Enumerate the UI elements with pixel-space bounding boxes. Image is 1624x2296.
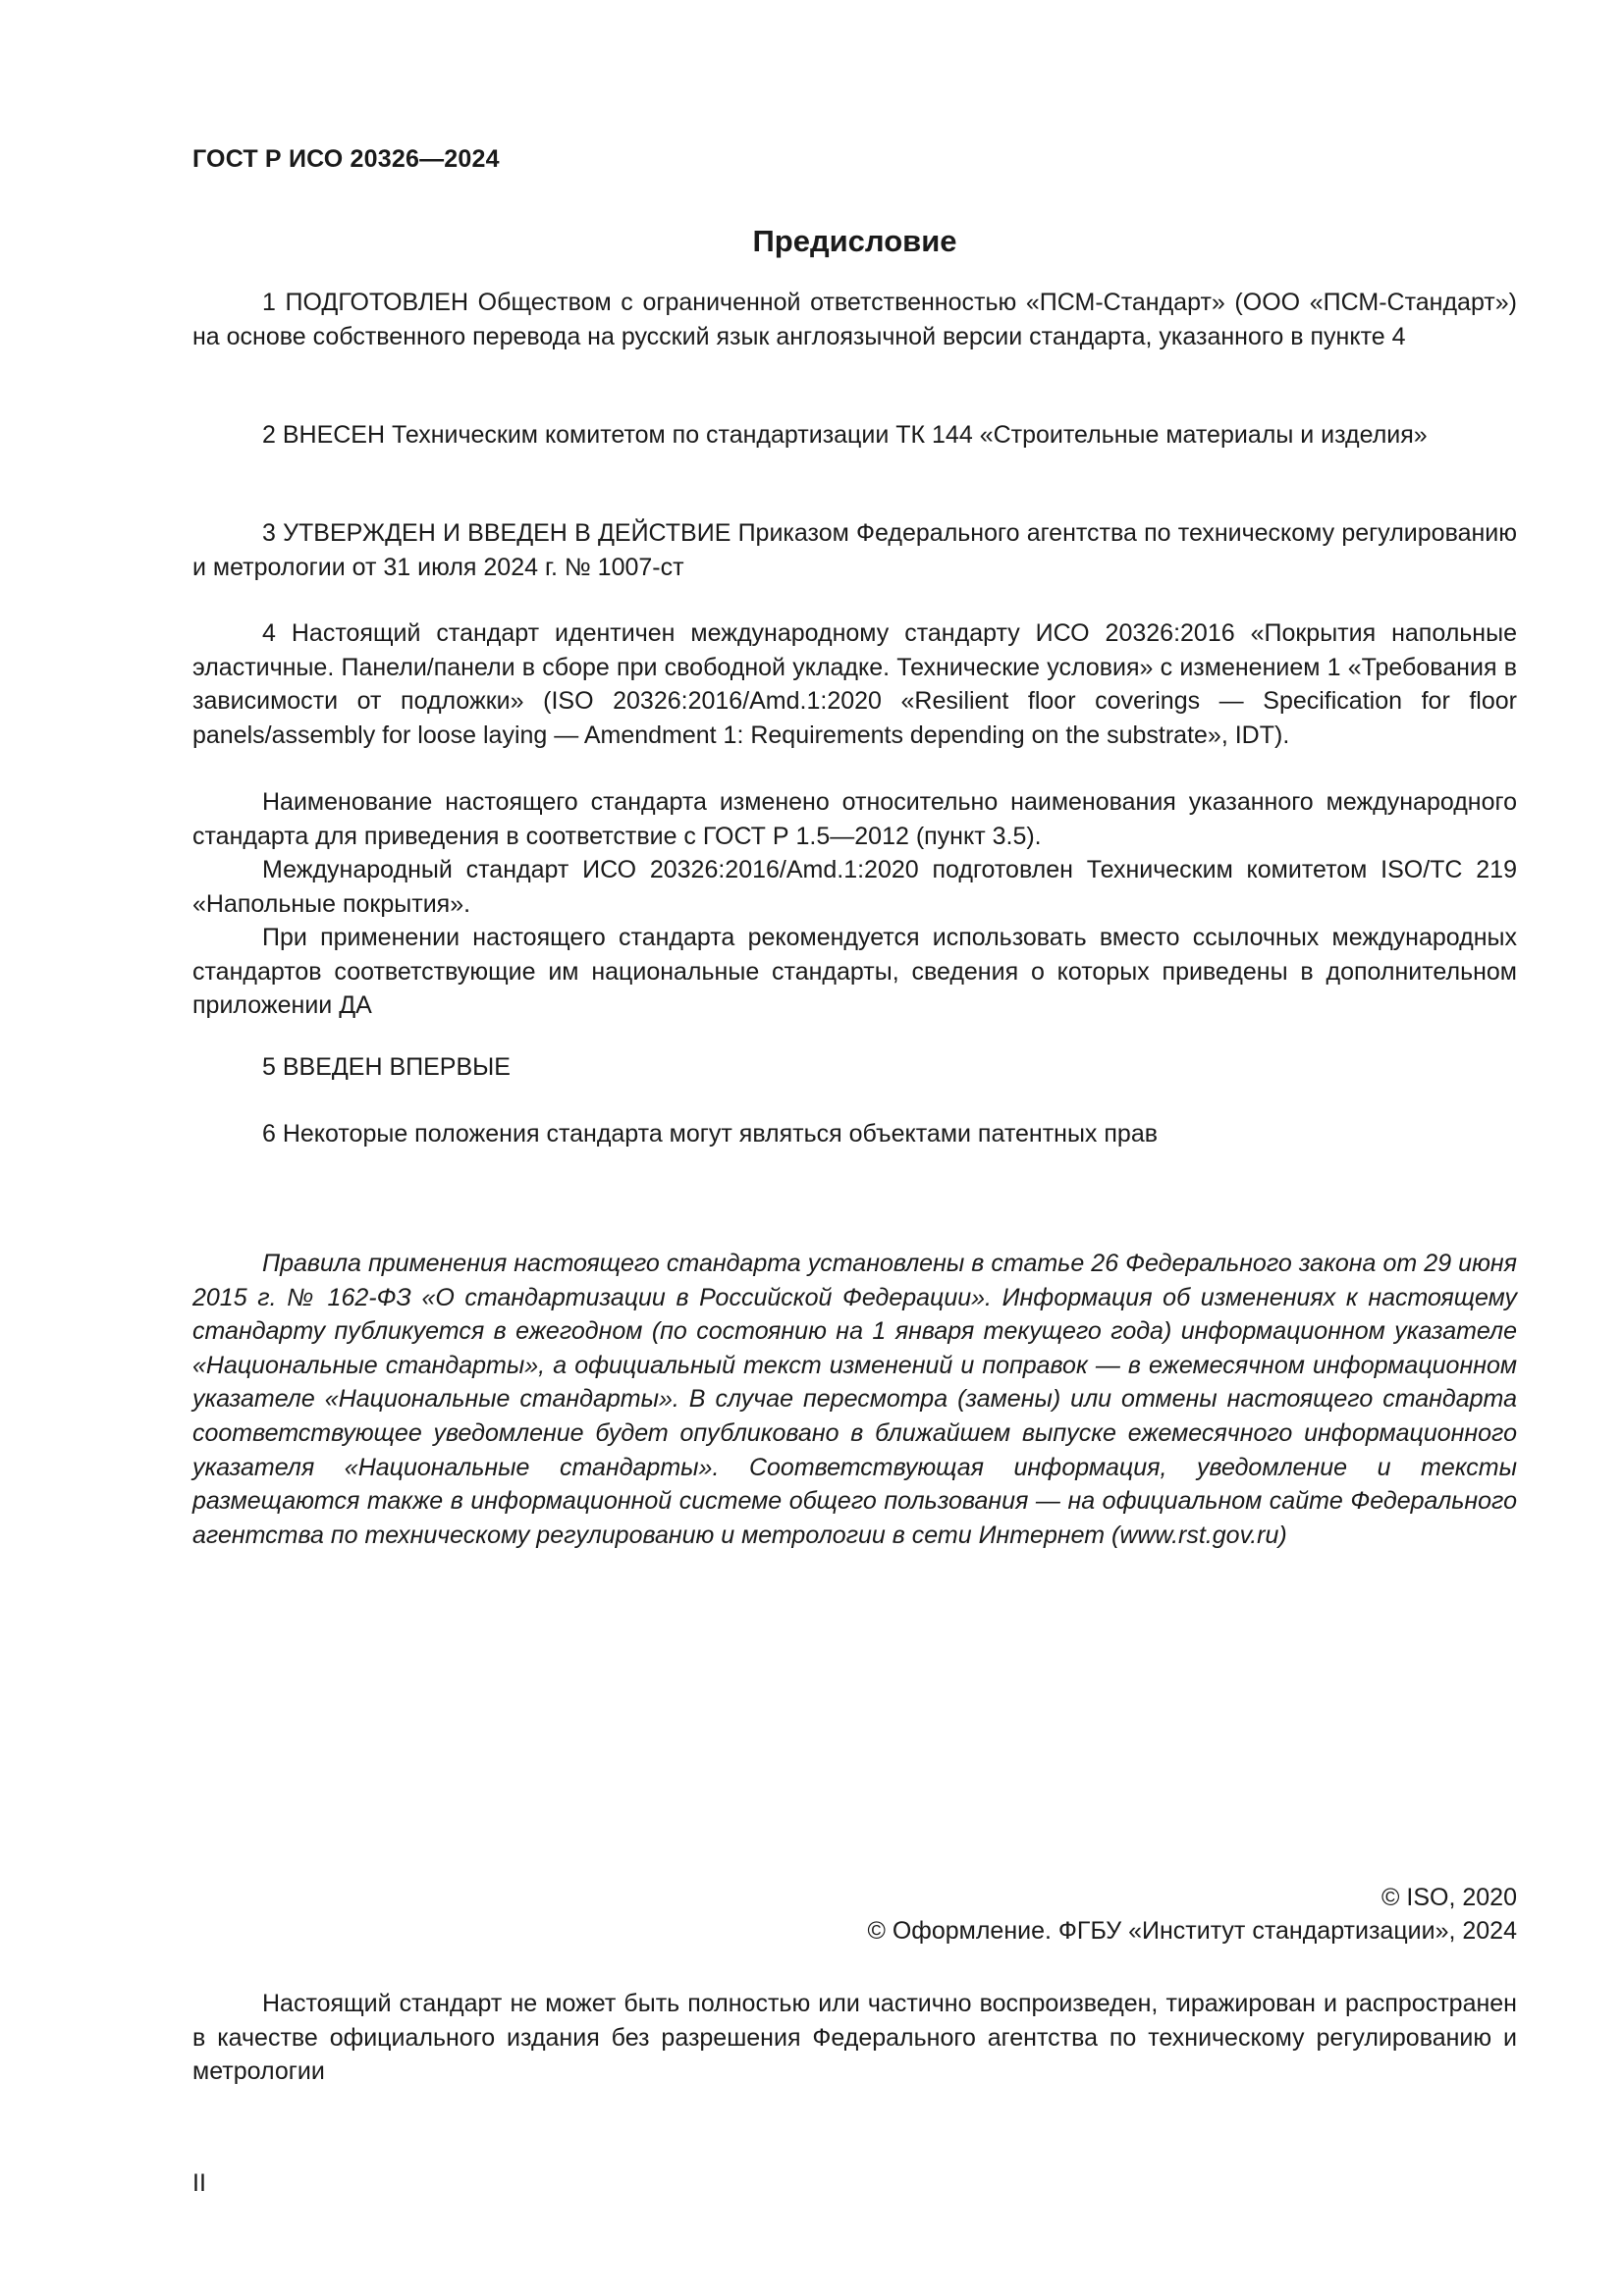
foreword-item-4-committee-note: Международный стандарт ИСО 20326:2016/Amd.1:2020 подготовлен Техническим комитетом ISO/TC 219 «Напольные покрытия».: [192, 856, 1517, 918]
foreword-item-4-references-note: При применении настоящего стандарта рекомендуется использовать вместо ссылочных международных стандартов соответствующие им национальные стандарты, сведения о которых приведены в дополнительном приложении ДА: [192, 924, 1517, 1020]
foreword-item-6: 6 Некоторые положения стандарта могут являться объектами патентных прав: [262, 1120, 1158, 1148]
document-page: [192, 145, 1517, 2226]
foreword-item-1: 1 ПОДГОТОВЛЕН Обществом с ограниченной ответственностью «ПСМ-Стандарт» (ООО «ПСМ-Стандарт») на основе собственного перевода на русский язык англоязычной версии стандарта, указанного в пункте 4: [192, 289, 1517, 350]
page-number: II: [192, 2169, 206, 2197]
copyright-iso: © ISO, 2020: [1381, 1884, 1517, 1911]
document-code: ГОСТ Р ИСО 20326—2024: [192, 145, 500, 173]
foreword-item-2: 2 ВНЕСЕН Техническим комитетом по стандартизации ТК 144 «Строительные материалы и изделия»: [262, 421, 1428, 449]
foreword-item-5: 5 ВВЕДЕН ВПЕРВЫЕ: [262, 1053, 511, 1081]
foreword-item-4-name-note: Наименование настоящего стандарта изменено относительно наименования указанного международного стандарта для приведения в соответствие с ГОСТ Р 1.5—2012 (пункт 3.5).: [192, 788, 1517, 850]
foreword-item-4: 4 Настоящий стандарт идентичен международному стандарту ИСО 20326:2016 «Покрытия напольные эластичные. Панели/панели в сборе при свободной укладке. Технические условия» с изменением 1 «Требования в зависимости от подложки» (ISO 20326:2016/Amd.1:2020 «Resilient floor coverings — Specification for floor panels/assembly for loose laying — Amendment 1: Requirements depending on the substrate», IDT).: [192, 619, 1517, 749]
foreword-item-3: 3 УТВЕРЖДЕН И ВВЕДЕН В ДЕЙСТВИЕ Приказом Федерального агентства по техническому регулированию и метрологии от 31 июля 2024 г. № 1007-ст: [192, 519, 1517, 581]
reproduction-notice: Настоящий стандарт не может быть полностью или частично воспроизведен, тиражирован и распространен в качестве официального издания без разрешения Федерального агентства по техническому регулированию и метрологии: [192, 1990, 1517, 2086]
rules-notice: Правила применения настоящего стандарта установлены в статье 26 Федерального закона от 29 июня 2015 г. № 162-ФЗ «О стандартизации в Российской Федерации». Информация об изменениях к настоящему стандарту публикуется в ежегодном (по состоянию на 1 января текущего года) информационном указателе «Национальные стандарты», а официальный текст изменений и поправок — в ежемесячном информационном указателе «Национальные стандарты». В случае пересмотра (замены) или отмены настоящего стандарта соответствующее уведомление будет опубликовано в ближайшем выпуске ежемесячного информационного указателя «Национальные стандарты». Соответствующая информация, уведомление и тексты размещаются также в информационной системе общего пользования — на официальном сайте Федерального агентства по техническому регулированию и метрологии в сети Интернет (www.rst.gov.ru): [192, 1250, 1517, 1549]
copyright-design: © Оформление. ФГБУ «Институт стандартизации», 2024: [867, 1917, 1517, 1945]
page-title: Предисловие: [752, 224, 957, 258]
